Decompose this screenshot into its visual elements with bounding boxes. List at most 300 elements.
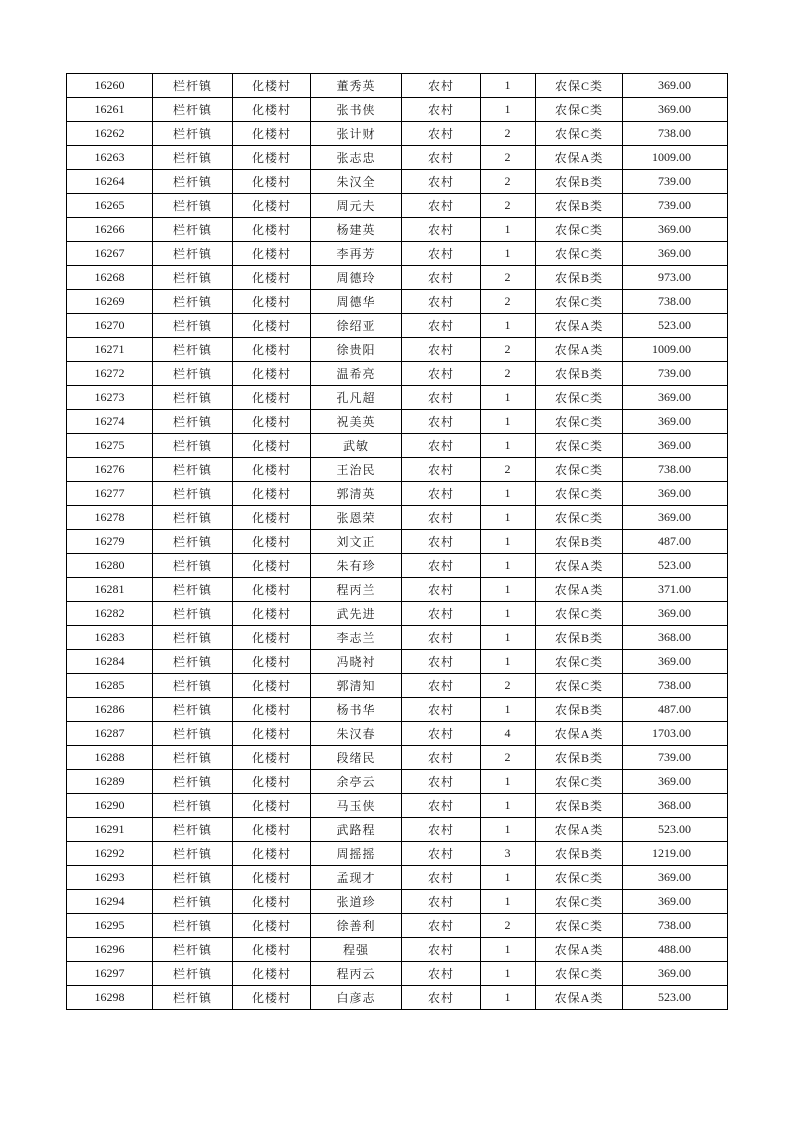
cell-category: 农保C类	[536, 506, 623, 530]
cell-amount: 369.00	[623, 386, 728, 410]
cell-count: 1	[481, 218, 536, 242]
records-table-container	[66, 73, 727, 1010]
cell-area_type: 农村	[402, 914, 481, 938]
cell-count: 1	[481, 530, 536, 554]
cell-category: 农保A类	[536, 554, 623, 578]
cell-count: 2	[481, 458, 536, 482]
cell-area_type: 农村	[402, 722, 481, 746]
cell-id: 16266	[67, 218, 153, 242]
cell-category: 农保C类	[536, 866, 623, 890]
table-row	[67, 890, 728, 914]
table-row	[67, 194, 728, 218]
cell-village: 化楼村	[233, 170, 311, 194]
cell-area_type: 农村	[402, 674, 481, 698]
cell-amount: 369.00	[623, 962, 728, 986]
table-row	[67, 626, 728, 650]
cell-category: 农保B类	[536, 746, 623, 770]
cell-area_type: 农村	[402, 122, 481, 146]
table-row	[67, 266, 728, 290]
cell-name: 朱汉春	[311, 722, 402, 746]
table-row	[67, 530, 728, 554]
table-row	[67, 434, 728, 458]
cell-name: 杨书华	[311, 698, 402, 722]
cell-area_type: 农村	[402, 554, 481, 578]
cell-amount: 523.00	[623, 314, 728, 338]
cell-id: 16273	[67, 386, 153, 410]
cell-id: 16294	[67, 890, 153, 914]
cell-town: 栏杆镇	[153, 866, 233, 890]
cell-amount: 523.00	[623, 554, 728, 578]
cell-town: 栏杆镇	[153, 506, 233, 530]
cell-area_type: 农村	[402, 746, 481, 770]
table-row	[67, 482, 728, 506]
cell-name: 武路程	[311, 818, 402, 842]
cell-amount: 1219.00	[623, 842, 728, 866]
cell-name: 郭清英	[311, 482, 402, 506]
cell-count: 1	[481, 938, 536, 962]
cell-village: 化楼村	[233, 962, 311, 986]
cell-name: 李再芳	[311, 242, 402, 266]
cell-category: 农保C类	[536, 410, 623, 434]
cell-town: 栏杆镇	[153, 554, 233, 578]
cell-count: 1	[481, 410, 536, 434]
table-row	[67, 770, 728, 794]
table-row	[67, 314, 728, 338]
table-row	[67, 362, 728, 386]
cell-id: 16278	[67, 506, 153, 530]
table-row	[67, 410, 728, 434]
cell-village: 化楼村	[233, 314, 311, 338]
cell-area_type: 农村	[402, 290, 481, 314]
table-row	[67, 218, 728, 242]
cell-village: 化楼村	[233, 674, 311, 698]
cell-count: 2	[481, 674, 536, 698]
cell-village: 化楼村	[233, 698, 311, 722]
cell-area_type: 农村	[402, 818, 481, 842]
cell-town: 栏杆镇	[153, 194, 233, 218]
cell-town: 栏杆镇	[153, 938, 233, 962]
cell-category: 农保C类	[536, 914, 623, 938]
cell-count: 1	[481, 626, 536, 650]
table-row	[67, 170, 728, 194]
cell-id: 16263	[67, 146, 153, 170]
cell-id: 16267	[67, 242, 153, 266]
cell-name: 程强	[311, 938, 402, 962]
cell-area_type: 农村	[402, 650, 481, 674]
cell-name: 杨建英	[311, 218, 402, 242]
cell-count: 2	[481, 362, 536, 386]
table-row	[67, 674, 728, 698]
cell-area_type: 农村	[402, 218, 481, 242]
cell-id: 16285	[67, 674, 153, 698]
cell-amount: 523.00	[623, 818, 728, 842]
cell-id: 16272	[67, 362, 153, 386]
cell-village: 化楼村	[233, 410, 311, 434]
cell-village: 化楼村	[233, 98, 311, 122]
cell-area_type: 农村	[402, 386, 481, 410]
cell-category: 农保C类	[536, 602, 623, 626]
cell-village: 化楼村	[233, 506, 311, 530]
cell-count: 1	[481, 482, 536, 506]
cell-name: 张计财	[311, 122, 402, 146]
cell-id: 16291	[67, 818, 153, 842]
cell-count: 1	[481, 962, 536, 986]
cell-category: 农保B类	[536, 170, 623, 194]
cell-name: 李志兰	[311, 626, 402, 650]
cell-category: 农保B类	[536, 842, 623, 866]
cell-town: 栏杆镇	[153, 794, 233, 818]
cell-count: 1	[481, 74, 536, 98]
cell-amount: 738.00	[623, 122, 728, 146]
cell-category: 农保A类	[536, 938, 623, 962]
cell-count: 1	[481, 866, 536, 890]
cell-village: 化楼村	[233, 722, 311, 746]
cell-category: 农保C类	[536, 386, 623, 410]
cell-area_type: 农村	[402, 482, 481, 506]
cell-area_type: 农村	[402, 578, 481, 602]
cell-amount: 369.00	[623, 98, 728, 122]
cell-town: 栏杆镇	[153, 770, 233, 794]
cell-id: 16262	[67, 122, 153, 146]
cell-category: 农保B类	[536, 530, 623, 554]
cell-id: 16288	[67, 746, 153, 770]
cell-amount: 487.00	[623, 530, 728, 554]
cell-count: 1	[481, 698, 536, 722]
cell-town: 栏杆镇	[153, 74, 233, 98]
cell-category: 农保A类	[536, 986, 623, 1010]
cell-village: 化楼村	[233, 578, 311, 602]
cell-name: 张恩荣	[311, 506, 402, 530]
cell-id: 16269	[67, 290, 153, 314]
cell-village: 化楼村	[233, 218, 311, 242]
cell-amount: 738.00	[623, 674, 728, 698]
cell-name: 武先进	[311, 602, 402, 626]
cell-category: 农保A类	[536, 818, 623, 842]
cell-count: 2	[481, 122, 536, 146]
cell-village: 化楼村	[233, 338, 311, 362]
cell-area_type: 农村	[402, 842, 481, 866]
cell-category: 农保C类	[536, 98, 623, 122]
cell-town: 栏杆镇	[153, 98, 233, 122]
cell-name: 孟现才	[311, 866, 402, 890]
table-row	[67, 98, 728, 122]
cell-category: 农保A类	[536, 314, 623, 338]
cell-count: 1	[481, 890, 536, 914]
cell-area_type: 农村	[402, 98, 481, 122]
cell-village: 化楼村	[233, 986, 311, 1010]
cell-category: 农保A类	[536, 722, 623, 746]
cell-name: 周德华	[311, 290, 402, 314]
table-row	[67, 554, 728, 578]
cell-count: 1	[481, 434, 536, 458]
cell-id: 16271	[67, 338, 153, 362]
cell-amount: 738.00	[623, 458, 728, 482]
table-row	[67, 722, 728, 746]
cell-town: 栏杆镇	[153, 842, 233, 866]
cell-village: 化楼村	[233, 290, 311, 314]
cell-town: 栏杆镇	[153, 266, 233, 290]
cell-village: 化楼村	[233, 626, 311, 650]
cell-name: 徐绍亚	[311, 314, 402, 338]
cell-name: 程丙兰	[311, 578, 402, 602]
cell-town: 栏杆镇	[153, 530, 233, 554]
cell-id: 16260	[67, 74, 153, 98]
cell-count: 1	[481, 242, 536, 266]
cell-category: 农保A类	[536, 578, 623, 602]
cell-amount: 523.00	[623, 986, 728, 1010]
cell-village: 化楼村	[233, 554, 311, 578]
cell-village: 化楼村	[233, 794, 311, 818]
cell-count: 2	[481, 170, 536, 194]
table-row	[67, 602, 728, 626]
cell-count: 1	[481, 314, 536, 338]
cell-id: 16265	[67, 194, 153, 218]
cell-town: 栏杆镇	[153, 722, 233, 746]
cell-id: 16283	[67, 626, 153, 650]
cell-count: 2	[481, 194, 536, 218]
cell-count: 2	[481, 338, 536, 362]
cell-category: 农保C类	[536, 890, 623, 914]
cell-category: 农保C类	[536, 770, 623, 794]
table-row	[67, 842, 728, 866]
cell-village: 化楼村	[233, 650, 311, 674]
cell-area_type: 农村	[402, 794, 481, 818]
cell-amount: 1703.00	[623, 722, 728, 746]
cell-town: 栏杆镇	[153, 458, 233, 482]
cell-amount: 369.00	[623, 602, 728, 626]
cell-amount: 487.00	[623, 698, 728, 722]
cell-village: 化楼村	[233, 866, 311, 890]
cell-area_type: 农村	[402, 602, 481, 626]
cell-id: 16292	[67, 842, 153, 866]
cell-id: 16284	[67, 650, 153, 674]
cell-count: 2	[481, 266, 536, 290]
cell-amount: 739.00	[623, 746, 728, 770]
cell-town: 栏杆镇	[153, 242, 233, 266]
cell-town: 栏杆镇	[153, 362, 233, 386]
cell-count: 1	[481, 602, 536, 626]
cell-count: 1	[481, 818, 536, 842]
cell-count: 1	[481, 506, 536, 530]
cell-village: 化楼村	[233, 122, 311, 146]
cell-amount: 369.00	[623, 650, 728, 674]
cell-area_type: 农村	[402, 530, 481, 554]
cell-area_type: 农村	[402, 410, 481, 434]
cell-category: 农保C类	[536, 962, 623, 986]
cell-amount: 368.00	[623, 794, 728, 818]
cell-name: 周摇摇	[311, 842, 402, 866]
cell-area_type: 农村	[402, 458, 481, 482]
table-body	[67, 74, 728, 1010]
cell-area_type: 农村	[402, 146, 481, 170]
cell-village: 化楼村	[233, 938, 311, 962]
cell-town: 栏杆镇	[153, 914, 233, 938]
cell-id: 16290	[67, 794, 153, 818]
cell-area_type: 农村	[402, 266, 481, 290]
cell-id: 16298	[67, 986, 153, 1010]
cell-amount: 739.00	[623, 170, 728, 194]
cell-name: 段绪民	[311, 746, 402, 770]
table-row	[67, 290, 728, 314]
cell-town: 栏杆镇	[153, 482, 233, 506]
cell-id: 16293	[67, 866, 153, 890]
cell-count: 1	[481, 794, 536, 818]
cell-name: 武敏	[311, 434, 402, 458]
table-row	[67, 578, 728, 602]
cell-area_type: 农村	[402, 506, 481, 530]
table-row	[67, 506, 728, 530]
records-table	[66, 73, 728, 1010]
cell-id: 16270	[67, 314, 153, 338]
cell-name: 程丙云	[311, 962, 402, 986]
cell-town: 栏杆镇	[153, 818, 233, 842]
cell-village: 化楼村	[233, 818, 311, 842]
table-row	[67, 866, 728, 890]
cell-area_type: 农村	[402, 938, 481, 962]
cell-id: 16279	[67, 530, 153, 554]
cell-amount: 369.00	[623, 866, 728, 890]
cell-town: 栏杆镇	[153, 986, 233, 1010]
cell-area_type: 农村	[402, 434, 481, 458]
cell-town: 栏杆镇	[153, 746, 233, 770]
cell-count: 1	[481, 98, 536, 122]
cell-area_type: 农村	[402, 194, 481, 218]
cell-name: 王治民	[311, 458, 402, 482]
cell-town: 栏杆镇	[153, 146, 233, 170]
table-row	[67, 650, 728, 674]
table-row	[67, 986, 728, 1010]
cell-town: 栏杆镇	[153, 578, 233, 602]
table-row	[67, 914, 728, 938]
cell-id: 16277	[67, 482, 153, 506]
cell-town: 栏杆镇	[153, 890, 233, 914]
cell-town: 栏杆镇	[153, 218, 233, 242]
table-row	[67, 746, 728, 770]
cell-name: 白彦志	[311, 986, 402, 1010]
cell-area_type: 农村	[402, 362, 481, 386]
cell-category: 农保C类	[536, 482, 623, 506]
cell-category: 农保C类	[536, 674, 623, 698]
cell-amount: 973.00	[623, 266, 728, 290]
cell-id: 16280	[67, 554, 153, 578]
cell-category: 农保C类	[536, 650, 623, 674]
cell-village: 化楼村	[233, 266, 311, 290]
cell-count: 2	[481, 914, 536, 938]
cell-area_type: 农村	[402, 338, 481, 362]
cell-name: 余亭云	[311, 770, 402, 794]
cell-count: 4	[481, 722, 536, 746]
cell-village: 化楼村	[233, 194, 311, 218]
cell-town: 栏杆镇	[153, 290, 233, 314]
cell-town: 栏杆镇	[153, 698, 233, 722]
cell-category: 农保C类	[536, 218, 623, 242]
cell-name: 张道珍	[311, 890, 402, 914]
table-row	[67, 122, 728, 146]
cell-village: 化楼村	[233, 74, 311, 98]
cell-area_type: 农村	[402, 962, 481, 986]
cell-name: 朱汉全	[311, 170, 402, 194]
cell-town: 栏杆镇	[153, 626, 233, 650]
table-row	[67, 818, 728, 842]
cell-name: 周元夫	[311, 194, 402, 218]
cell-amount: 738.00	[623, 914, 728, 938]
cell-village: 化楼村	[233, 890, 311, 914]
cell-amount: 368.00	[623, 626, 728, 650]
cell-name: 朱有珍	[311, 554, 402, 578]
cell-category: 农保A类	[536, 146, 623, 170]
cell-id: 16297	[67, 962, 153, 986]
cell-category: 农保C类	[536, 458, 623, 482]
cell-count: 1	[481, 386, 536, 410]
table-row	[67, 698, 728, 722]
cell-category: 农保C类	[536, 242, 623, 266]
cell-area_type: 农村	[402, 242, 481, 266]
cell-id: 16289	[67, 770, 153, 794]
cell-town: 栏杆镇	[153, 650, 233, 674]
cell-id: 16274	[67, 410, 153, 434]
cell-amount: 369.00	[623, 482, 728, 506]
cell-area_type: 农村	[402, 74, 481, 98]
cell-name: 董秀英	[311, 74, 402, 98]
cell-count: 2	[481, 746, 536, 770]
cell-id: 16286	[67, 698, 153, 722]
cell-village: 化楼村	[233, 770, 311, 794]
cell-name: 张志忠	[311, 146, 402, 170]
cell-town: 栏杆镇	[153, 314, 233, 338]
cell-count: 2	[481, 290, 536, 314]
cell-name: 刘文正	[311, 530, 402, 554]
cell-name: 温希亮	[311, 362, 402, 386]
cell-amount: 738.00	[623, 290, 728, 314]
cell-name: 冯晓衬	[311, 650, 402, 674]
cell-count: 2	[481, 146, 536, 170]
cell-category: 农保C类	[536, 74, 623, 98]
cell-amount: 1009.00	[623, 338, 728, 362]
cell-amount: 739.00	[623, 194, 728, 218]
cell-count: 1	[481, 578, 536, 602]
cell-area_type: 农村	[402, 986, 481, 1010]
cell-village: 化楼村	[233, 482, 311, 506]
cell-town: 栏杆镇	[153, 962, 233, 986]
cell-village: 化楼村	[233, 434, 311, 458]
cell-area_type: 农村	[402, 698, 481, 722]
cell-amount: 369.00	[623, 74, 728, 98]
table-row	[67, 338, 728, 362]
cell-name: 祝美英	[311, 410, 402, 434]
cell-town: 栏杆镇	[153, 674, 233, 698]
cell-village: 化楼村	[233, 746, 311, 770]
cell-name: 马玉侠	[311, 794, 402, 818]
cell-town: 栏杆镇	[153, 602, 233, 626]
cell-village: 化楼村	[233, 842, 311, 866]
cell-category: 农保B类	[536, 194, 623, 218]
cell-name: 周德玲	[311, 266, 402, 290]
table-row	[67, 242, 728, 266]
cell-category: 农保B类	[536, 698, 623, 722]
cell-village: 化楼村	[233, 146, 311, 170]
cell-amount: 369.00	[623, 410, 728, 434]
cell-name: 张书侠	[311, 98, 402, 122]
cell-amount: 369.00	[623, 770, 728, 794]
table-row	[67, 386, 728, 410]
cell-id: 16281	[67, 578, 153, 602]
cell-count: 1	[481, 554, 536, 578]
cell-count: 1	[481, 650, 536, 674]
cell-name: 徐贵阳	[311, 338, 402, 362]
cell-village: 化楼村	[233, 242, 311, 266]
table-row	[67, 794, 728, 818]
cell-area_type: 农村	[402, 770, 481, 794]
